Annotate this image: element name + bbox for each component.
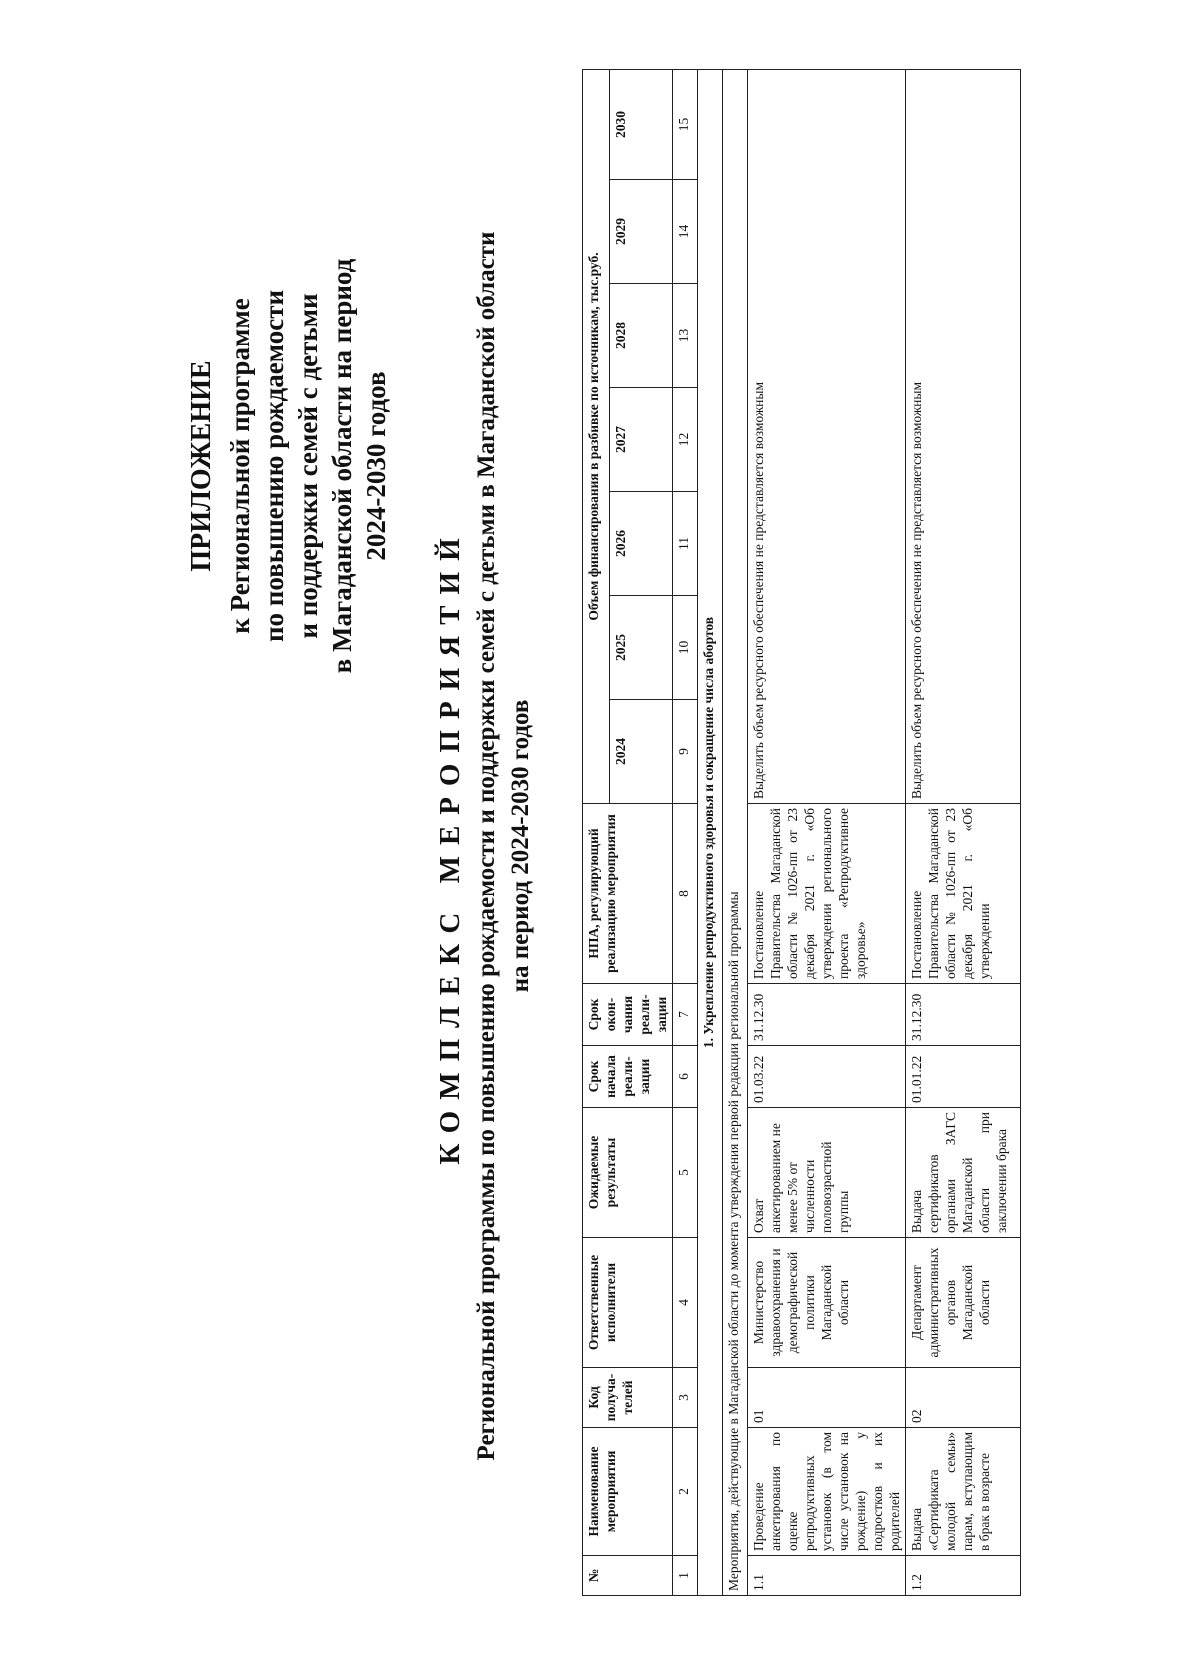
row-code: 01	[748, 1368, 906, 1428]
appendix-line: 2024-2030 годов	[361, 371, 391, 561]
header-num: №	[583, 1556, 673, 1596]
section-title: 1. Укрепление репродуктивного здоровья и сокращение числа абортов	[698, 69, 723, 1595]
header-year: 2024	[610, 700, 673, 804]
row-end: 31.12.30	[748, 984, 906, 1046]
header-year: 2025	[610, 596, 673, 700]
row-name: Проведение анкетирования по оценке репродуктивных установок (в том числе установок на рождение) у подростков и их родителей	[748, 1428, 906, 1556]
document-title	[430, 66, 538, 1626]
appendix-line: в Магаданской области на период	[327, 258, 357, 674]
column-number: 3	[673, 1368, 698, 1428]
appendix-line: по повышению рождаемости	[259, 289, 289, 643]
title-line-3: на период 2024-2030 годов	[507, 699, 534, 993]
row-responsible: Министерство здравоохранения и демографической политики Магаданской области	[748, 1238, 906, 1368]
header-npa: НПА, регулирующий реализацию мероприятия	[583, 804, 673, 984]
column-number: 5	[673, 1108, 698, 1238]
row-results: Охват анкетированием не менее 5% от численности половозрастной группы	[748, 1108, 906, 1238]
row-code: 02	[906, 1368, 1021, 1428]
title-line-2: Региональной программы по повышению рождаемости и поддержки семей с детьми в Магаданской области	[473, 231, 500, 1461]
column-number: 10	[673, 596, 698, 700]
row-num: 1.2	[906, 1556, 1021, 1596]
row-end: 31.12.30	[906, 984, 1021, 1046]
column-number: 11	[673, 492, 698, 596]
column-number: 13	[673, 284, 698, 388]
header-responsible: Ответственные исполнители	[583, 1238, 673, 1368]
column-number: 15	[673, 69, 698, 179]
column-number: 1	[673, 1556, 698, 1596]
measures-table	[582, 69, 1021, 1596]
subsection-row	[723, 69, 748, 1595]
row-npa: Постановление Правительства Магаданской области № 1026-пп от 23 декабря 2021 г. «Об утверждении регионального проекта «Репродуктивное здоровье»	[748, 804, 906, 984]
header-funding: Объем финансирования в разбивке по источникам, тыс.руб.	[583, 69, 610, 803]
header-start: Срок начала реали-зации	[583, 1046, 673, 1108]
header-row	[583, 69, 610, 1595]
header-year: 2029	[610, 180, 673, 284]
column-number: 14	[673, 180, 698, 284]
row-results: Выдача сертификатов органами ЗАГС Магаданской области при заключении брака	[906, 1108, 1021, 1238]
appendix-heading: ПРИЛОЖЕНИЕ	[186, 360, 217, 572]
appendix-line: к Региональной программе	[225, 298, 255, 634]
row-name: Выдача «Сертификата молодой семьи» парам, вступающим в брак в возрасте	[906, 1428, 1021, 1556]
section-row	[698, 69, 723, 1595]
header-name: Наименование мероприятия	[583, 1428, 673, 1556]
table-row	[906, 69, 1021, 1595]
header-year: 2030	[610, 69, 673, 179]
row-funding: Выделить объем ресурсного обеспечения не представляется возможным	[748, 69, 906, 803]
header-year: 2027	[610, 388, 673, 492]
appendix-line: и поддержки семей с детьми	[293, 293, 323, 639]
table-row	[748, 69, 906, 1595]
column-number: 9	[673, 700, 698, 804]
column-numbers-row	[673, 69, 698, 1595]
title-main: КОМПЛЕКС МЕРОПРИЯТИЙ	[434, 527, 466, 1165]
row-responsible: Департамент административных органов Магаданской области	[906, 1238, 1021, 1368]
row-npa: Постановление Правительства Магаданской области № 1026-пп от 23 декабря 2021 г. «Об утверждении	[906, 804, 1021, 984]
column-number: 7	[673, 984, 698, 1046]
column-number: 12	[673, 388, 698, 492]
column-number: 6	[673, 1046, 698, 1108]
row-funding: Выделить объем ресурсного обеспечения не представляется возможным	[906, 69, 1021, 803]
column-number: 8	[673, 804, 698, 984]
row-start: 01.01.22	[906, 1046, 1021, 1108]
row-start: 01.03.22	[748, 1046, 906, 1108]
appendix-block	[185, 136, 393, 796]
header-year: 2028	[610, 284, 673, 388]
header-results: Ожидаемые результаты	[583, 1108, 673, 1238]
header-code: Код получа-телей	[583, 1368, 673, 1428]
row-num: 1.1	[748, 1556, 906, 1596]
header-year: 2026	[610, 492, 673, 596]
subsection-title: Мероприятия, действующие в Магаданской области до момента утверждения первой редакции региональной программы	[723, 69, 748, 1595]
header-end: Срок окон-чания реали-зации	[583, 984, 673, 1046]
column-number: 4	[673, 1238, 698, 1368]
column-number: 2	[673, 1428, 698, 1556]
